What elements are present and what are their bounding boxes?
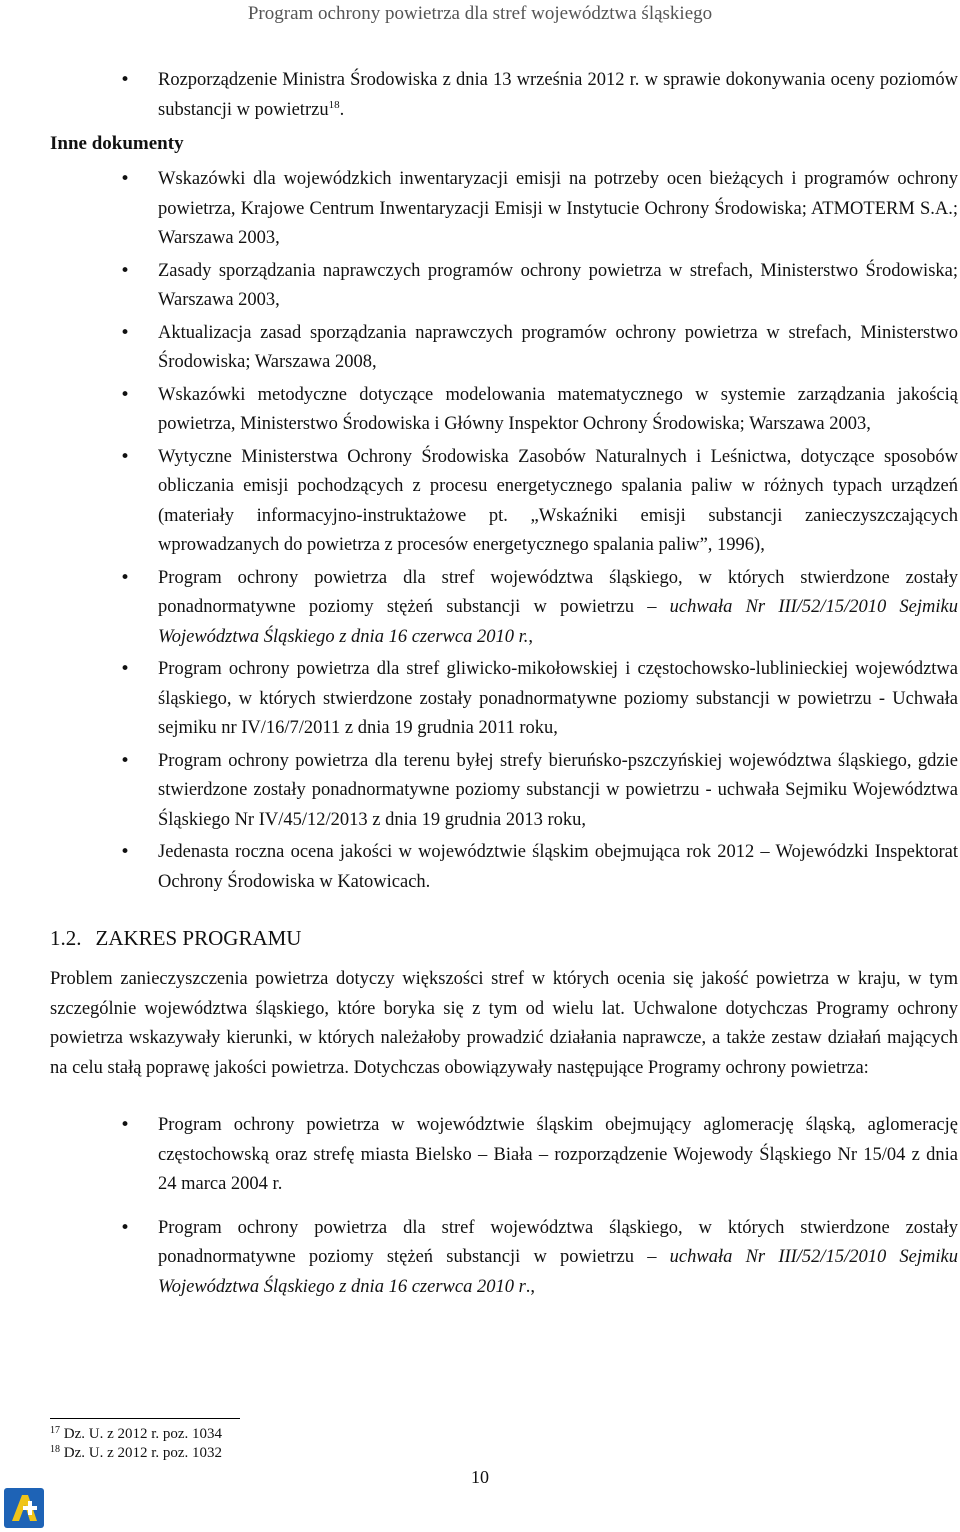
- list-item: • Aktualizacja zasad sporządzania naprawczych programów ochrony powietrza w strefach, Ministerstwo Środowiska; Warszawa 2008,: [50, 319, 958, 378]
- previous-programs-list: [50, 1111, 958, 1302]
- list-item: • Program ochrony powietrza dla terenu byłej strefy bieruńsko-pszczyńskiej województwa śląskiego, gdzie stwierdzone zostały ponadnormatywne poziomy substancji w powietrzu - uchwała Sejmiku Województwa Śląskiego Nr IV/45/12/2013 z dnia 19 grudnia 2013 roku,: [50, 747, 958, 836]
- subheading-other-documents: Inne dokumenty: [50, 133, 184, 154]
- page-content: [50, 66, 958, 1305]
- page-number: 10: [471, 1467, 489, 1487]
- list-item: • Wytyczne Ministerstwa Ochrony Środowiska Zasobów Naturalnych i Leśnictwa, dotyczące sposobów obliczania emisji pochodzących z procesu energetycznego spalania paliw w różnych typach urządzeń (materiały informacyjno-instruktażowe pt. „Wskaźniki emisji substancji zanieczyszczających wprowadzanych do powietrza z procesów energetycznego spalania paliw”, 1996),: [50, 443, 958, 561]
- footnote: $^{18}$ Dz. U. z 2012 r. poz. 1032: [50, 1444, 223, 1461]
- list-item: • Wskazówki metodyczne dotyczące modelowania matematycznego w systemie zarządzania jakością powietrza, Ministerstwo Środowiska i Główny Inspektor Ochrony Środowiska; Warszawa 2003,: [50, 381, 958, 440]
- section-number: 1.2.: [50, 926, 82, 950]
- footnotes: [50, 1425, 222, 1463]
- list-item: • Zasady sporządzania naprawczych programów ochrony powietrza w strefach, Ministerstwo Środowiska; Warszawa 2003,: [50, 257, 958, 316]
- footnote-divider: [50, 1418, 240, 1419]
- footnote: $^{17}$ Dz. U. z 2012 r. poz. 1034: [50, 1425, 223, 1442]
- section-title: ZAKRES PROGRAMU: [95, 926, 302, 950]
- list-item: • Jedenasta roczna ocena jakości w województwie śląskim obejmująca rok 2012 – Wojewódzki Inspektorat Ochrony Środowiska w Katowicach.: [50, 838, 958, 897]
- body-paragraph: Problem zanieczyszczenia powietrza dotyczy większości stref w których ocenia się jakość powietrza w kraju, w tym szczególnie województwa śląskiego, które boryka się z tym od wielu lat. Uchwalone dotychczas Programy ochrony powietrza wskazywały kierunki, w których należałoby prowadzić działania naprawcze, a także zestaw działań mających na celu stałą poprawę jakości powietrza. Dotychczas obowiązywały następujące Programy ochrony powietrza:: [50, 969, 958, 1078]
- list-item: • Wskazówki dla wojewódzkich inwentaryzacji emisji na potrzeby ocen bieżących i programów ochrony powietrza, Krajowe Centrum Inwentaryzacji Emisji w Instytucie Ochrony Środowiska; ATMOTERM S.A.; Warszawa 2003,: [50, 165, 958, 254]
- footnote-ref[interactable]: 18: [328, 98, 340, 111]
- list-item: • Program ochrony powietrza dla stref województwa śląskiego, w których stwierdzone zostały ponadnormatywne poziomy stężeń substancji w powietrzu – uchwała Nr III/52/15/2010 Sejmiku Województwa Śląskiego z dnia 16 czerwca 2010 r.,: [50, 564, 958, 653]
- regulations-list: [50, 66, 958, 125]
- list-item: • Program ochrony powietrza w województwie śląskim obejmujący aglomerację śląską, aglomerację częstochowską oraz strefę miasta Bielsko – Biała – rozporządzenie Wojewody Śląskiego Nr 15/04 z dnia 24 marca 2004 r.: [50, 1111, 958, 1200]
- publisher-logo-icon: [4, 1488, 44, 1528]
- section-heading: [50, 923, 958, 953]
- list-item: • Program ochrony powietrza dla stref gliwicko-mikołowskiej i częstochowsko-lublinieckiej województwa śląskiego, w których stwierdzone zostały ponadnormatywne poziomy substancji w powietrzu - Uchwała sejmiku nr IV/16/7/2011 z dnia 19 grudnia 2011 roku,: [50, 655, 958, 744]
- list-item: • Program ochrony powietrza dla stref województwa śląskiego, w których stwierdzone zostały ponadnormatywne poziomy stężeń substancji w powietrzu – uchwała Nr III/52/15/2010 Sejmiku Województwa Śląskiego z dnia 16 czerwca 2010 r.,: [50, 1214, 958, 1303]
- list-item: • Rozporządzenie Ministra Środowiska z dnia 13 września 2012 r. w sprawie dokonywania oceny poziomów substancji w powietrzu$^{18}$.: [50, 66, 958, 125]
- running-header: Program ochrony powietrza dla stref województwa śląskiego: [247, 3, 713, 24]
- other-documents-list: [50, 165, 958, 897]
